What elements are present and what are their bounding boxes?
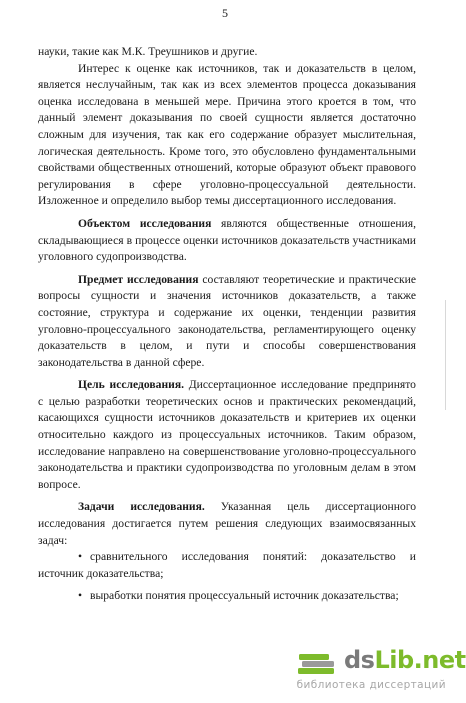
paragraph-relevance: Интерес к оценке как источников, так и доказательств в целом, является неслучайным, так как из всех элементов процесса доказывания оценка исследована в меньшей мере. Причина этого кроется в том, что данный элемент доказывания по своей сущности является достаточно сложным для изучения, так как его содержание образует мыслительная, логическая деятельность. Кроме того, это обусловлено фундаментальными свойствами общественных отношений, которые образуют объект правового регулирования в сфере уголовно-процессуальной деятельности. Изложенное и определило выбор темы диссертационного исследования.	[38, 61, 416, 208]
paragraph-object	[38, 216, 416, 266]
document-body	[38, 44, 416, 605]
subject-text: составляют теоретические и практические вопросы сущности и значения источников доказательств, а также состояние, структура и содержание их оценки, тенденции развития уголовно-процессуального законодательства, регламентирующего оценку доказательств в целом, и пути и способы совершенствования законодательства в данной сфере.	[38, 272, 416, 369]
bullet-text: сравнительного исследования понятий: доказательство и источник доказательства;	[38, 550, 416, 580]
bullet-icon: •	[78, 589, 83, 603]
brand-prefix: ds	[344, 646, 375, 674]
paragraph-tasks	[38, 499, 416, 549]
watermark-brand	[344, 646, 466, 674]
paragraph-intro-tail: науки, такие как М.К. Треушников и другие.	[38, 45, 258, 58]
subject-label: Предмет исследования	[78, 272, 199, 286]
brand-suffix: Lib.net	[374, 646, 466, 674]
tasks-label: Задачи исследования.	[78, 500, 205, 514]
books-stack-icon	[296, 650, 340, 676]
goal-label: Цель исследования.	[78, 378, 184, 392]
object-text: являются общественные отношения, складывающиеся в процессе оценки источников доказательств участниками уголовного судопроизводства.	[38, 216, 416, 264]
dslib-watermark[interactable]	[296, 646, 466, 698]
list-item	[38, 549, 416, 582]
goal-text: Диссертационное исследование предпринято с целью разработки теоретических основ и практических рекомендаций, касающихся сущности источников доказательств и критериев их оценки относительно каждого из процессуальных источников. Таким образом, исследование направлено на совершенствование уголовно-процессуального законодательства и практики судопроизводства по уголовным делам в этом вопросе.	[38, 378, 416, 491]
bullet-icon: •	[78, 550, 83, 564]
list-item	[38, 588, 416, 605]
paragraph-goal	[38, 377, 416, 493]
bullet-text: выработки понятия процессуальный источник доказательства;	[90, 589, 399, 603]
object-label: Объектом исследования	[78, 216, 212, 230]
scan-edge-line	[445, 300, 446, 410]
tasks-text: Указанная цель диссертационного исследования достигается путем решения следующих взаимосвязанных задач:	[38, 500, 416, 547]
watermark-tagline: библиотека диссертаций	[296, 679, 446, 691]
paragraph-subject	[38, 272, 416, 372]
page-number: 5	[222, 6, 228, 20]
